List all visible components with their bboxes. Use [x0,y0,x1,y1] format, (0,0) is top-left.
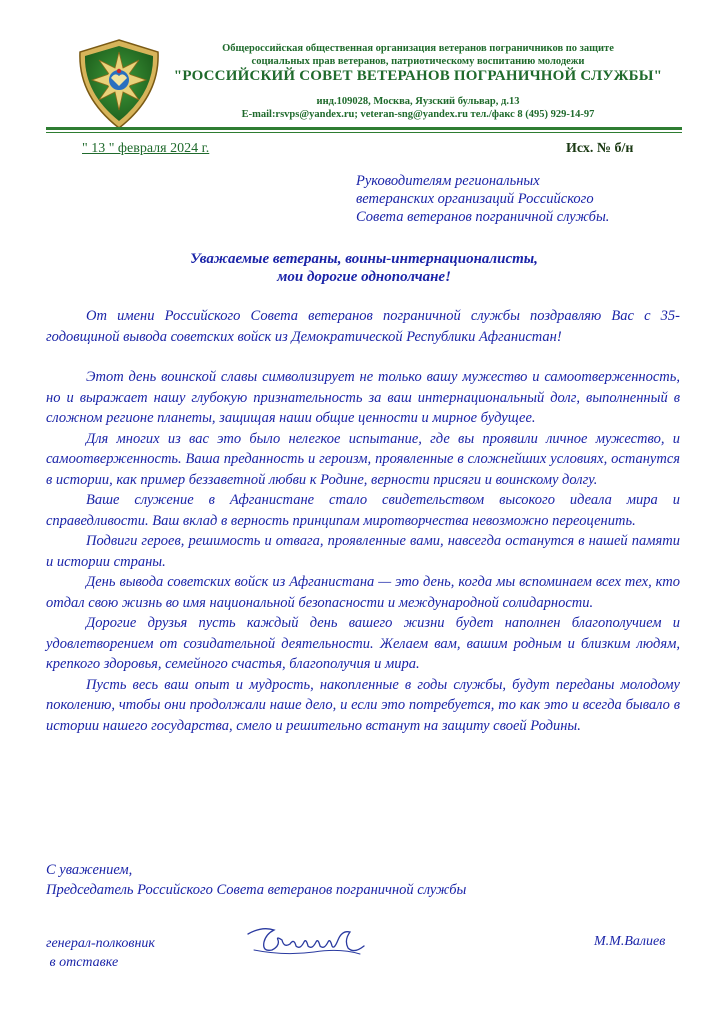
closing-block [46,860,466,900]
org-title: "РОССИЙСКИЙ СОВЕТ ВЕТЕРАНОВ ПОГРАНИЧНОЙ СЛУЖБЫ" [173,68,663,84]
signatory-rank [46,934,155,972]
handwritten-signature [244,920,370,962]
org-address: инд.109028, Москва, Яузский бульвар, д.13 [316,96,520,107]
body-paragraph: Для многих из вас это было нелегкое испытание, где вы проявили личное мужество, и самоотверженность. Ваша преданность и героизм, проявленные в сложнейших условиях, останутся в истории, как пример беззаветной любви к Родине, верности присяги и воинскому долгу. [46,430,680,488]
salutation-line: мои дорогие однополчане! [277,269,451,285]
body-paragraph: День вывода советских войск из Афганистана — это день, когда мы вспоминаем всех тех, кто отдал свою жизнь во имя национальной безопасности и международной солидарности. [46,574,680,611]
body-paragraph: Дорогие друзья пусть каждый день вашего жизни будет наполнен благополучием и удовлетворением от созидательной деятельности. Желаем вам, вашим родным и близким людям, крепкого здоровья, семейного счастья, благополучия и мира. [46,615,680,672]
header-divider-thin [46,132,682,133]
body-paragraph: От имени Российского Совета ветеранов пограничной службы поздравляю Вас с 35-годовщиной вывода советских войск из Демократической Республики Афганистан! [46,308,680,345]
salutation-line: Уважаемые ветераны, воины-интернационалисты, [190,251,538,267]
body-paragraph: Подвиги героев, решимость и отвага, проявленные вами, навсегда останутся в нашей памяти и истории страны. [46,533,680,570]
closing-regards: С уважением, [46,862,133,878]
org-description-line2: социальных прав ветеранов, патриотическому воспитанию молодежи [251,56,585,67]
org-contacts: E-mail:rsvps@yandex.ru; veteran-sng@yandex.ru тел./факс 8 (495) 929-14-97 [241,109,595,120]
body-paragraph: Ваше служение в Афганистане стало свидетельством высокого идеала мира и справедливости. Ваш вклад в верность принципам миротворчества невозможно переоценить. [46,492,680,529]
rank-line: в отставке [46,955,119,970]
signatory-name: М.М.Валиев [594,934,666,949]
org-description-line1: Общероссийская общественная организация ветеранов пограничников по защите [222,43,614,54]
salutation [46,250,682,286]
border-guard-emblem-icon [76,38,162,130]
header-divider [46,127,682,130]
letter-body [46,306,680,736]
body-paragraph: Пусть весь ваш опыт и мудрость, накопленные в годы службы, будут переданы молодому поколению, чтобы они продолжали наше дело, и если это потребуется, то как это и всегда бывало в истории нашего государства, смело и решительно встанут на защиту своей Родины. [46,676,680,734]
body-paragraph: Этот день воинской славы символизирует не только вашу мужество и самоотверженность, но и выражает нашу глубокую признательность за ваш интернациональный долг, выполненный в сложном регионе планеты, защищая наши общие ценности и мирное будущее. [46,369,680,426]
letter-date: " 13 " февраля 2024 г. [82,141,210,156]
rank-line: генерал-полковник [46,936,155,951]
addressee-line: Руководителям региональных [356,173,540,189]
addressee-block [356,172,676,226]
addressee-line: ветеранских организаций Российского [356,191,594,207]
outgoing-number: Исх. № б/н [566,141,634,156]
addressee-line: Совета ветеранов пограничной службы. [356,209,610,225]
signatory-position: Председатель Российского Совета ветеранов пограничной службы [46,882,467,898]
